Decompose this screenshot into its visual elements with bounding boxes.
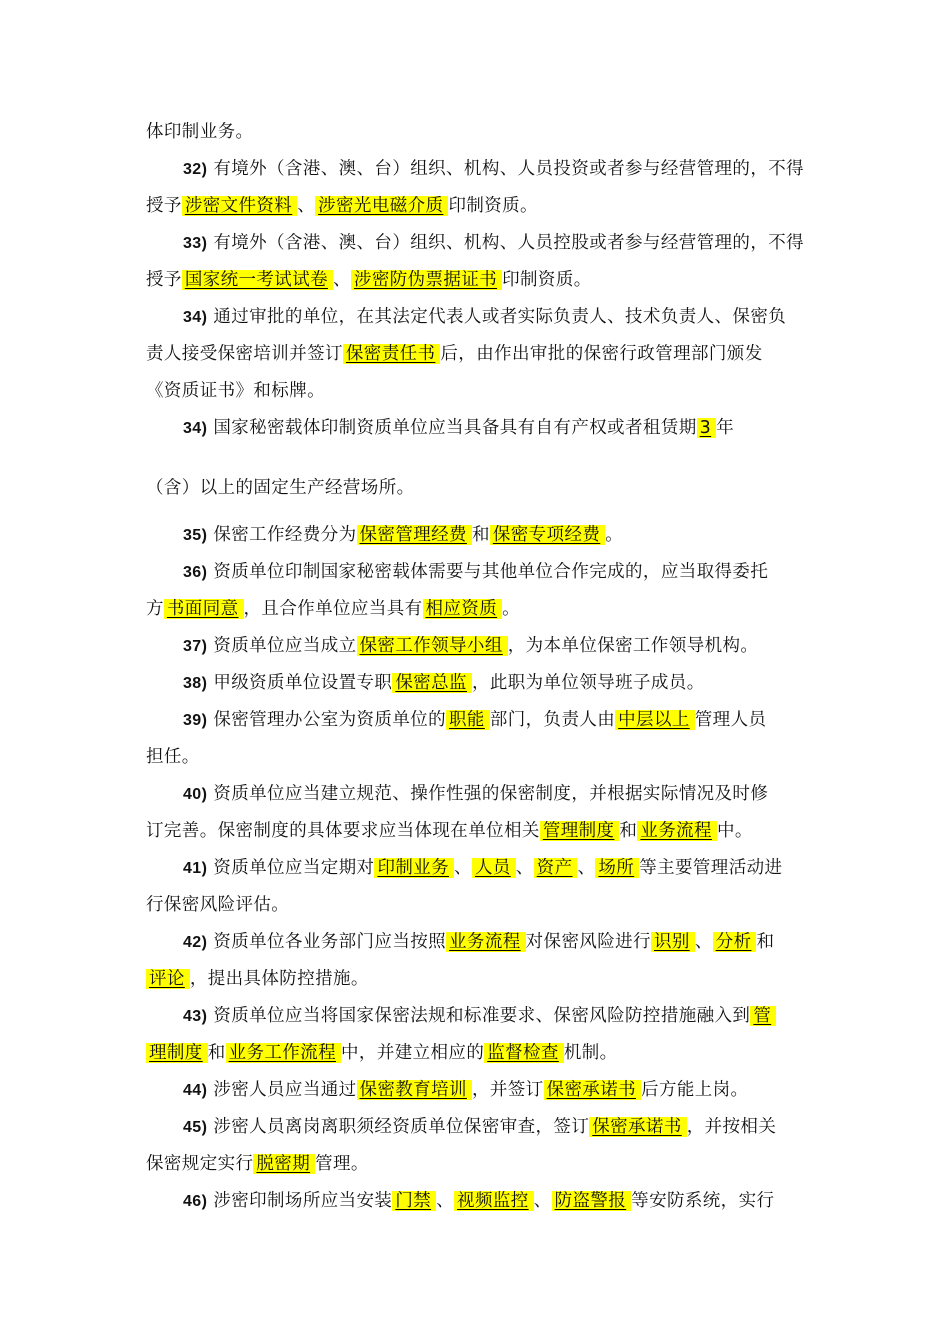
highlighted-answer: 涉密光电磁介质 <box>315 196 448 216</box>
sentence-text: 资质单位应当成立 <box>213 636 357 656</box>
highlighted-answer: 涉密防伪票据证书 <box>351 270 502 290</box>
sentence-text: 涉密印制场所应当安装 <box>213 1191 393 1211</box>
document-line <box>183 155 804 184</box>
item-number: 42) <box>183 934 208 951</box>
document-line <box>146 340 763 368</box>
highlighted-answer: 视频监控 <box>454 1191 534 1211</box>
document-line <box>146 1039 618 1067</box>
document-line <box>146 1150 369 1178</box>
sentence-text: 部门，负责人由 <box>489 710 616 730</box>
highlighted-answer: 业务流程 <box>446 932 526 952</box>
document-line <box>183 303 786 332</box>
sentence-text: 、 <box>533 1191 552 1211</box>
sentence-text: 授予 <box>146 270 182 290</box>
sentence-text: 方 <box>146 599 164 619</box>
sentence-text: ，且合作单位应当具有 <box>243 599 423 619</box>
sentence-text: 印制资质。 <box>448 196 538 216</box>
sentence-text: 、 <box>577 858 596 878</box>
highlighted-answer: 保密教育培训 <box>357 1080 472 1100</box>
highlighted-answer: 保密承诺书 <box>544 1080 642 1100</box>
highlighted-answer: 管 <box>750 1006 776 1026</box>
highlighted-answer: 资产 <box>534 858 578 878</box>
document-line <box>183 1076 748 1105</box>
sentence-text: 后，由作出审批的保密行政管理部门颁发 <box>440 344 763 364</box>
sentence-text: 印制资质。 <box>502 270 592 290</box>
document-line <box>146 474 415 502</box>
document-line <box>146 266 592 294</box>
sentence-text: 中。 <box>716 821 753 841</box>
item-number: 33) <box>183 235 208 252</box>
item-number: 32) <box>183 161 208 178</box>
highlighted-answer: 国家统一考试试卷 <box>182 270 333 290</box>
sentence-text: 体印制业务。 <box>146 122 254 142</box>
highlighted-answer: 管理制度 <box>540 821 620 841</box>
sentence-text: 等主要管理活动进 <box>639 858 783 878</box>
highlighted-answer: 监督检查 <box>484 1043 564 1063</box>
sentence-text: 保密规定实行 <box>146 1154 254 1174</box>
highlighted-answer: 场所 <box>595 858 639 878</box>
document-line <box>183 632 758 661</box>
item-number: 41) <box>183 860 208 877</box>
sentence-text: 保密工作经费分为 <box>213 525 357 545</box>
sentence-text: 责人接受保密培训并签订 <box>146 344 343 364</box>
item-number: 35) <box>183 527 208 544</box>
sentence-text: 、 <box>694 932 713 952</box>
sentence-text: 、 <box>515 858 534 878</box>
sentence-text: 国家秘密载体印制资质单位应当具备具有自有产权或者租赁期 <box>213 418 697 438</box>
sentence-text: 。 <box>605 525 624 545</box>
document-line <box>146 118 253 146</box>
highlighted-answer: 中层以上 <box>615 710 695 730</box>
document-line <box>183 854 782 883</box>
highlighted-answer: 分析 <box>713 932 757 952</box>
sentence-text: ，为本单位保密工作领导机构。 <box>507 636 759 656</box>
item-number: 45) <box>183 1119 208 1136</box>
highlighted-answer: 职能 <box>446 710 490 730</box>
document-line <box>183 706 766 735</box>
item-number: 36) <box>183 564 208 581</box>
sentence-text: 资质单位应当定期对 <box>213 858 375 878</box>
document-line <box>146 595 520 623</box>
highlighted-answer: 防盗警报 <box>552 1191 632 1211</box>
item-number: 37) <box>183 638 208 655</box>
item-number: 46) <box>183 1193 208 1210</box>
highlighted-answer: 识别 <box>651 932 695 952</box>
sentence-text: 。 <box>502 599 521 619</box>
highlighted-answer: 保密承诺书 <box>589 1117 687 1137</box>
item-number: 43) <box>183 1008 208 1025</box>
highlighted-answer: 涉密文件资料 <box>182 196 297 216</box>
document-line <box>146 965 369 993</box>
document-line <box>183 558 768 587</box>
sentence-text: 《资质证书》和标牌。 <box>146 381 325 401</box>
document-line <box>146 891 289 919</box>
item-number: 38) <box>183 675 208 692</box>
document-line <box>183 928 774 957</box>
document-line <box>183 780 768 809</box>
document-line <box>183 1113 776 1142</box>
sentence-text: 涉密人员离岗离职须经资质单位保密审查，签订 <box>213 1117 590 1137</box>
sentence-text: 中，并建立相应的 <box>341 1043 485 1063</box>
highlighted-answer: 脱密期 <box>253 1154 315 1174</box>
document-line <box>146 192 538 220</box>
sentence-text: 、 <box>333 270 351 290</box>
sentence-text: 有境外（含港、澳、台）组织、机构、人员控股或者参与经营管理的，不得 <box>213 233 805 253</box>
sentence-text: 有境外（含港、澳、台）组织、机构、人员投资或者参与经营管理的，不得 <box>213 159 805 179</box>
sentence-text: 资质单位应当将国家保密法规和标准要求、保密风险防控措施融入到 <box>213 1006 751 1026</box>
sentence-text: 订完善。保密制度的具体要求应当体现在单位相关 <box>146 821 540 841</box>
sentence-text: 管理人员 <box>694 710 767 730</box>
sentence-text: 后方能上岗。 <box>641 1080 749 1100</box>
highlighted-answer: 保密专项经费 <box>490 525 605 545</box>
highlighted-answer: 保密总监 <box>392 673 472 693</box>
highlighted-answer: 保密工作领导小组 <box>357 636 508 656</box>
highlighted-answer: 印制业务 <box>374 858 454 878</box>
document-line <box>183 414 734 443</box>
sentence-text: 甲级资质单位设置专职 <box>213 673 393 693</box>
document-line <box>183 1002 776 1031</box>
sentence-text: 涉密人员应当通过 <box>213 1080 357 1100</box>
highlighted-answer: 3 <box>697 418 717 438</box>
sentence-text: 等安防系统，实行 <box>631 1191 775 1211</box>
sentence-text: 和 <box>207 1043 226 1063</box>
item-number: 34) <box>183 309 208 326</box>
sentence-text: 对保密风险进行 <box>525 932 651 952</box>
document-line <box>183 1187 774 1216</box>
sentence-text: ，并按相关 <box>686 1117 777 1137</box>
document-line <box>146 377 325 405</box>
highlighted-answer: 评论 <box>146 969 190 989</box>
highlighted-answer: 业务工作流程 <box>226 1043 341 1063</box>
sentence-text: 通过审批的单位，在其法定代表人或者实际负责人、技术负责人、保密负 <box>213 307 787 327</box>
highlighted-answer: 业务流程 <box>637 821 717 841</box>
highlighted-answer: 保密责任书 <box>343 344 441 364</box>
highlighted-answer: 门禁 <box>392 1191 436 1211</box>
highlighted-answer: 理制度 <box>146 1043 208 1063</box>
sentence-text: 和 <box>471 525 490 545</box>
item-number: 40) <box>183 786 208 803</box>
sentence-text: 保密管理办公室为资质单位的 <box>213 710 447 730</box>
document-line <box>183 669 705 698</box>
item-number: 34) <box>183 420 208 437</box>
sentence-text: 和 <box>619 821 638 841</box>
sentence-text: 机制。 <box>563 1043 618 1063</box>
sentence-text: 和 <box>756 932 775 952</box>
sentence-text: ，并签订 <box>471 1080 544 1100</box>
highlighted-answer: 相应资质 <box>423 599 503 619</box>
sentence-text: 、 <box>297 196 316 216</box>
document-line <box>146 817 753 845</box>
item-number: 39) <box>183 712 208 729</box>
highlighted-answer: 人员 <box>472 858 516 878</box>
sentence-text: 资质单位应当建立规范、操作性强的保密制度，并根据实际情况及时修 <box>213 784 769 804</box>
document-line <box>183 229 804 258</box>
sentence-text: 管理。 <box>315 1154 369 1174</box>
sentence-text: ，提出具体防控措施。 <box>189 969 369 989</box>
sentence-text: 行保密风险评估。 <box>146 895 290 915</box>
highlighted-answer: 保密管理经费 <box>357 525 472 545</box>
sentence-text: 年 <box>716 418 735 438</box>
document-line <box>146 743 200 771</box>
sentence-text: 、 <box>454 858 472 878</box>
sentence-text: （含）以上的固定生产经营场所。 <box>146 478 415 498</box>
sentence-text: 、 <box>436 1191 455 1211</box>
sentence-text: 授予 <box>146 196 182 216</box>
sentence-text: ，此职为单位领导班子成员。 <box>471 673 705 693</box>
item-number: 44) <box>183 1082 208 1099</box>
sentence-text: 资质单位印制国家秘密载体需要与其他单位合作完成的，应当取得委托 <box>213 562 769 582</box>
highlighted-answer: 书面同意 <box>164 599 244 619</box>
sentence-text: 资质单位各业务部门应当按照 <box>213 932 447 952</box>
sentence-text: 担任。 <box>146 747 200 767</box>
document-line <box>183 521 623 550</box>
